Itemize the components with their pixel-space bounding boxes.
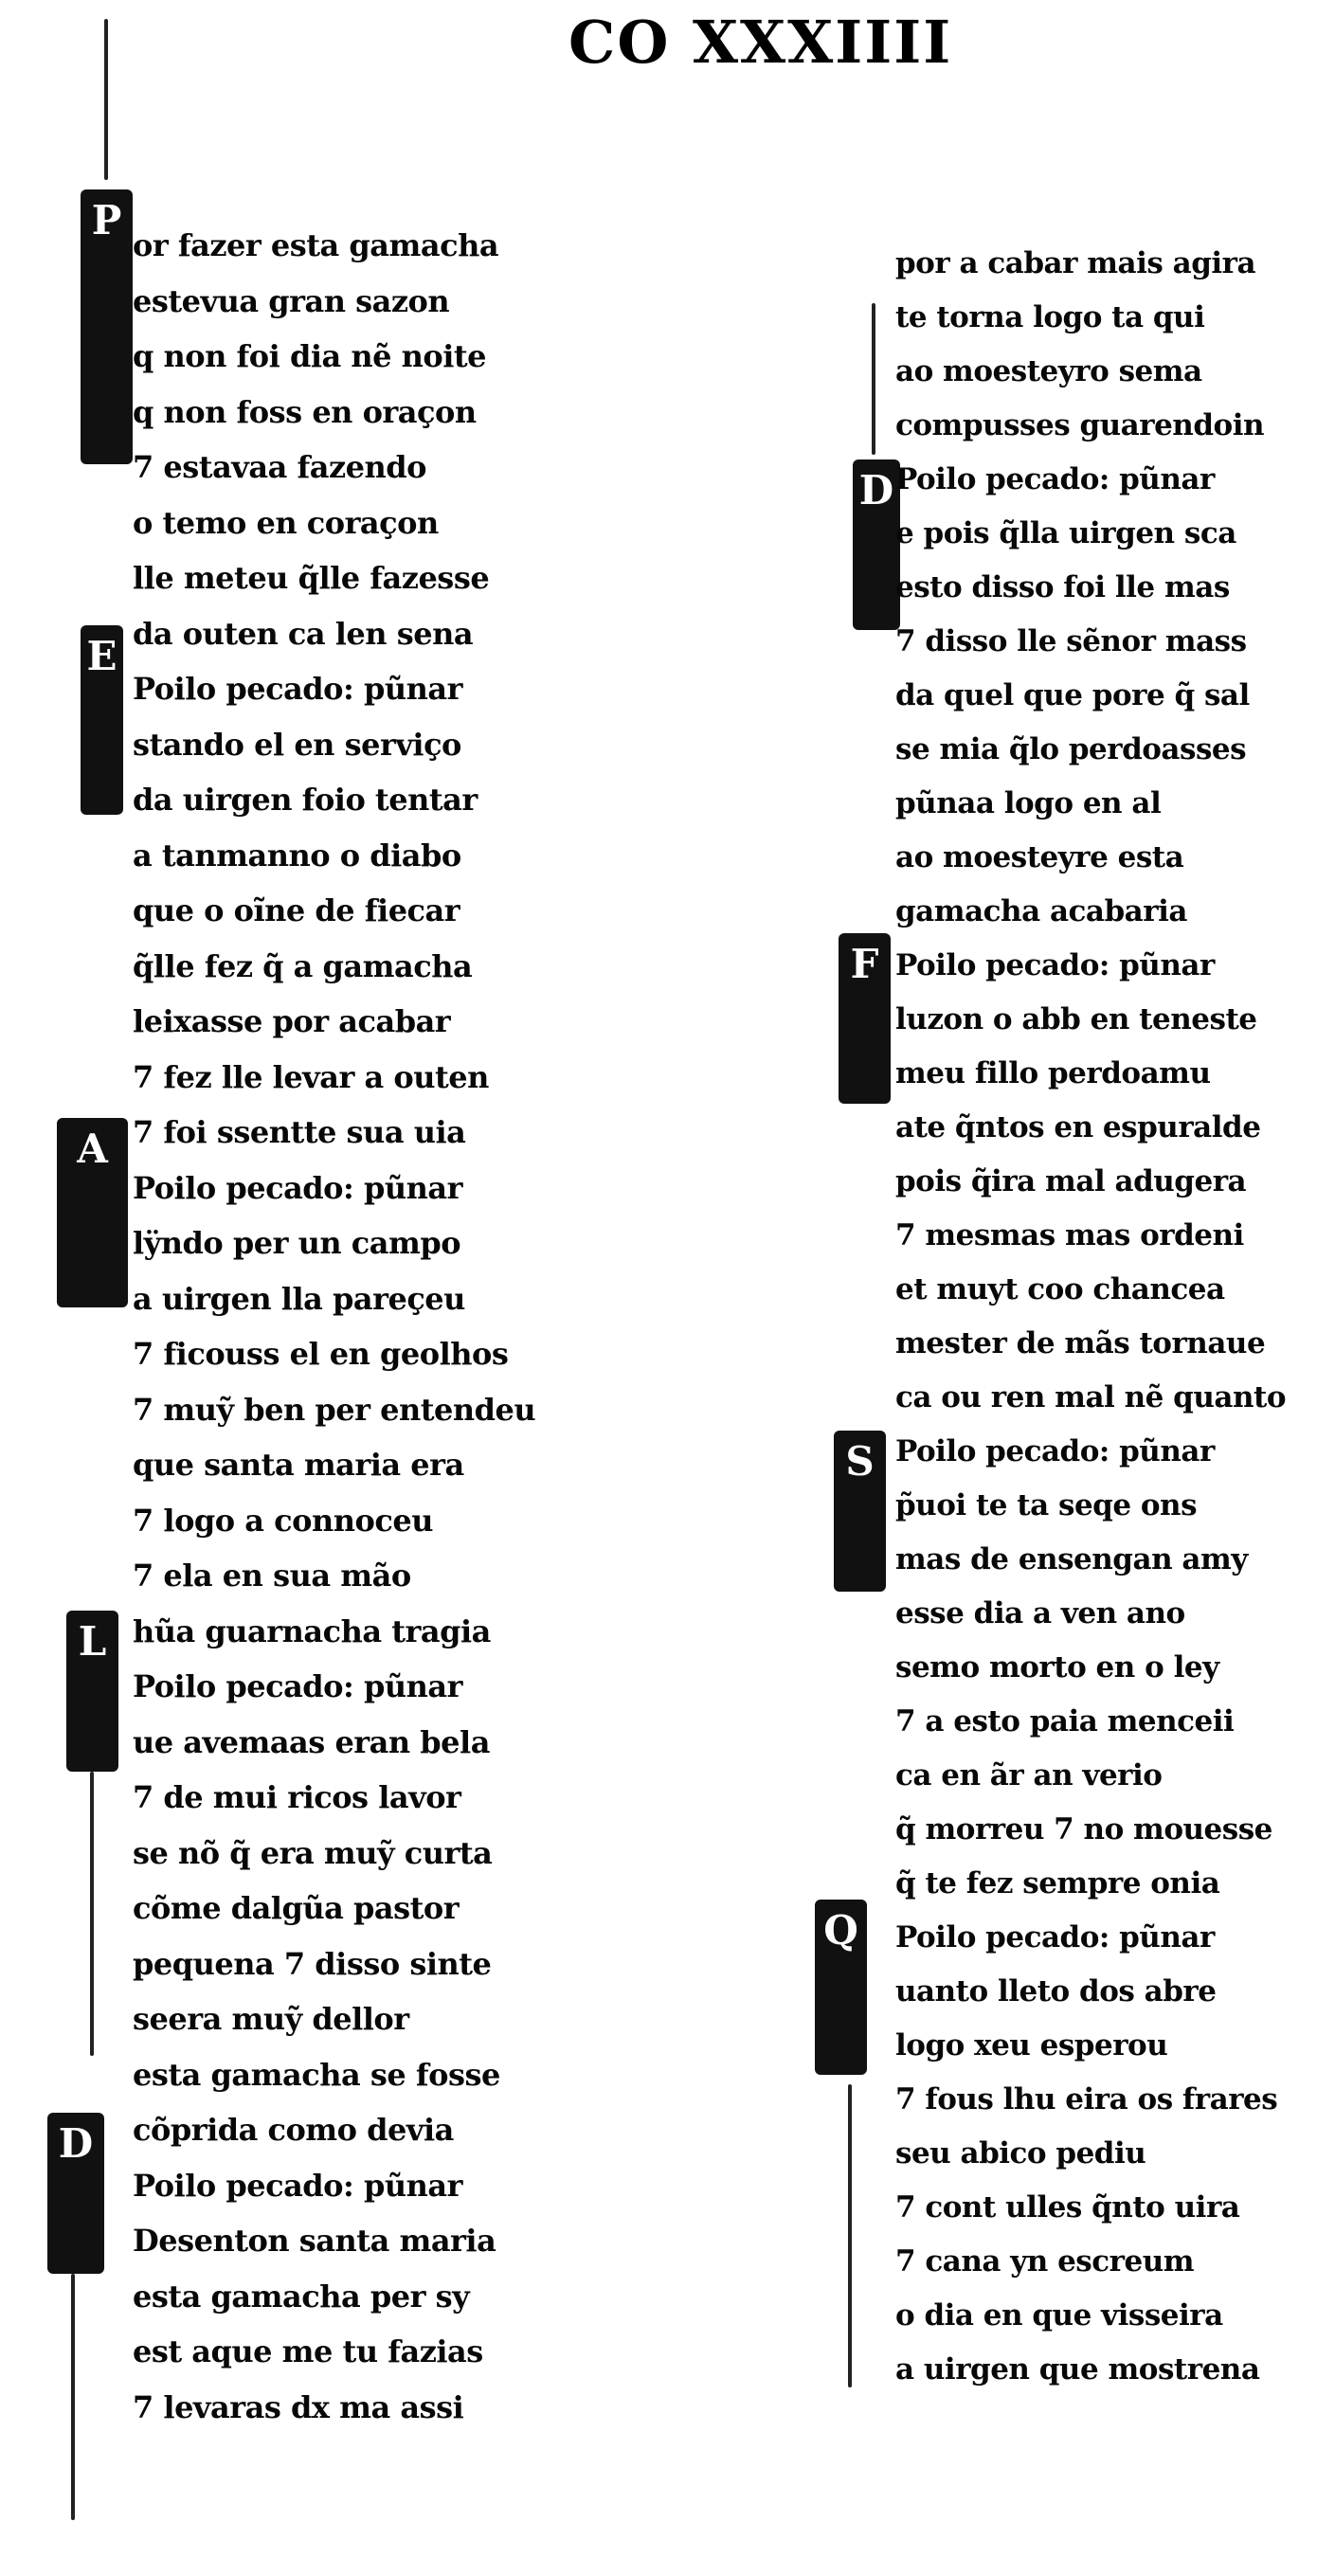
decorated-initial-d-right: D bbox=[853, 459, 900, 630]
text-line: por a cabar mais agira bbox=[895, 246, 1256, 280]
decorated-initial-q: Q bbox=[815, 1900, 867, 2075]
text-line: da uirgen foio tentar bbox=[133, 782, 478, 818]
text-line: uanto lleto dos abre bbox=[895, 1974, 1217, 2009]
decorated-initial-l: L bbox=[66, 1611, 118, 1772]
text-line: 7 de mui ricos lavor bbox=[133, 1779, 461, 1815]
text-line: pequena 7 disso sinte bbox=[133, 1945, 492, 1982]
marginal-flourish bbox=[90, 1772, 94, 2056]
text-line: logo xeu esperou bbox=[895, 2028, 1168, 2063]
text-line: pois q̃ira mal adugera bbox=[895, 1164, 1247, 1198]
text-line: 7 mesmas mas ordeni bbox=[895, 1218, 1244, 1252]
decorated-initial-e: E bbox=[81, 625, 123, 815]
text-line: Poilo pecado: pũnar bbox=[133, 1169, 462, 1206]
text-line: seera muỹ dellor bbox=[133, 2001, 409, 2037]
text-line: esta gamacha se fosse bbox=[133, 2056, 500, 2093]
text-line: mester de mãs tornaue bbox=[895, 1326, 1266, 1360]
decorated-initial-s: S bbox=[834, 1431, 886, 1592]
text-line: da outen ca len sena bbox=[133, 615, 474, 652]
text-line: pũnaa logo en al bbox=[895, 786, 1162, 820]
text-line: esta gamacha per sy bbox=[133, 2278, 470, 2315]
text-line: 7 fez lle levar a outen bbox=[133, 1058, 489, 1095]
text-line: leixasse por acabar bbox=[133, 1003, 451, 1039]
text-line: ue avemaas eran bela bbox=[133, 1723, 490, 1760]
text-line: 7 a esto paia menceii bbox=[895, 1704, 1235, 1738]
marginal-flourish bbox=[872, 303, 875, 455]
text-line: 7 disso lle sẽnor mass bbox=[895, 624, 1247, 658]
text-line: q non foi dia nẽ noite bbox=[133, 338, 487, 374]
marginal-flourish bbox=[71, 2274, 75, 2520]
text-line: Poilo pecado: pũnar bbox=[895, 1434, 1215, 1468]
text-line: Poilo pecado: pũnar bbox=[895, 462, 1215, 496]
right-text-column bbox=[895, 237, 1298, 2397]
text-line: que o oĩne de fiecar bbox=[133, 892, 460, 928]
text-line: meu fillo perdoamu bbox=[895, 1056, 1211, 1090]
text-line: o temo en coraçon bbox=[133, 504, 439, 541]
text-line: te torna logo ta qui bbox=[895, 300, 1205, 334]
text-line: 7 foi ssentte sua uia bbox=[133, 1114, 466, 1150]
text-line: se nõ q̃ era muỹ curta bbox=[133, 1834, 493, 1871]
folio-number: CO XXXIIII bbox=[568, 8, 953, 77]
text-line: 7 logo a connoceu bbox=[133, 1502, 433, 1539]
text-line: 7 muỹ ben per entendeu bbox=[133, 1391, 536, 1428]
text-line: gamacha acabaria bbox=[895, 894, 1187, 928]
text-line: q̃lle fez q̃ a gamacha bbox=[133, 947, 473, 984]
text-line: p̃uoi te ta seqe ons bbox=[895, 1488, 1198, 1522]
text-line: or fazer esta gamacha bbox=[133, 227, 499, 263]
text-line: ca en ãr an verio bbox=[895, 1758, 1163, 1792]
text-line: 7 cont ulles q̃nto uira bbox=[895, 2190, 1240, 2225]
text-line: o dia en que visseira bbox=[895, 2298, 1223, 2333]
text-line: et muyt coo chancea bbox=[895, 1272, 1225, 1306]
text-line: hũa guarnacha tragia bbox=[133, 1612, 491, 1649]
text-line: 7 ficouss el en geolhos bbox=[133, 1336, 509, 1372]
text-line: q̃ morreu 7 no mouesse bbox=[895, 1812, 1272, 1846]
text-line: 7 levaras dx ma assi bbox=[133, 2388, 464, 2425]
text-line: ao moesteyre esta bbox=[895, 840, 1184, 874]
text-line: a uirgen lla pareçeu bbox=[133, 1280, 465, 1317]
marginal-flourish bbox=[848, 2084, 852, 2387]
text-line: Poilo pecado: pũnar bbox=[895, 1920, 1215, 1955]
text-line: esto disso foi lle mas bbox=[895, 570, 1230, 604]
text-line: Desenton santa maria bbox=[133, 2223, 496, 2259]
text-line: ate q̃ntos en espuralde bbox=[895, 1110, 1261, 1144]
text-line: q̃ te fez sempre onia bbox=[895, 1866, 1220, 1900]
marginal-flourish bbox=[104, 19, 108, 180]
text-line: lÿndo per un campo bbox=[133, 1225, 461, 1261]
text-line: estevua gran sazon bbox=[133, 282, 450, 319]
text-line: Poilo pecado: pũnar bbox=[895, 948, 1215, 982]
text-line: est aque me tu fazias bbox=[133, 2333, 483, 2369]
text-line: mas de ensengan amy bbox=[895, 1542, 1248, 1576]
text-line: 7 ela en sua mão bbox=[133, 1558, 411, 1594]
text-line: Poilo pecado: pũnar bbox=[133, 1668, 462, 1704]
text-line: 7 fous lhu eira os frares bbox=[895, 2082, 1278, 2117]
text-line: que santa maria era bbox=[133, 1447, 464, 1483]
text-line: stando el en serviço bbox=[133, 726, 461, 763]
left-text-column bbox=[133, 218, 568, 2435]
text-line: se mia q̃lo perdoasses bbox=[895, 732, 1247, 766]
text-line: lle meteu q̃lle fazesse bbox=[133, 560, 490, 596]
text-line: 7 estavaa fazendo bbox=[133, 449, 427, 485]
text-line: a tanmanno o diabo bbox=[133, 837, 461, 874]
text-line: compusses guarendoin bbox=[895, 408, 1265, 442]
decorated-initial-a: A bbox=[57, 1118, 128, 1307]
text-line: ca ou ren mal nẽ quanto bbox=[895, 1380, 1286, 1414]
text-line: esse dia a ven ano bbox=[895, 1596, 1185, 1630]
decorated-initial-p: P bbox=[81, 189, 133, 464]
text-line: da quel que pore q̃ sal bbox=[895, 678, 1250, 712]
decorated-initial-d: D bbox=[47, 2113, 104, 2274]
text-line: a uirgen que mostrena bbox=[895, 2352, 1260, 2387]
text-line: Poilo pecado: pũnar bbox=[133, 671, 462, 707]
decorated-initial-f: F bbox=[839, 933, 891, 1104]
text-line: semo morto en o ley bbox=[895, 1650, 1219, 1684]
text-line: 7 cana yn escreum bbox=[895, 2244, 1195, 2279]
text-line: luzon o abb en teneste bbox=[895, 1002, 1257, 1036]
text-line: cõprida como devia bbox=[133, 2112, 454, 2148]
text-line: e pois q̃lla uirgen sca bbox=[895, 516, 1236, 550]
text-line: seu abico pediu bbox=[895, 2136, 1146, 2171]
text-line: q non foss en oraçon bbox=[133, 393, 477, 430]
text-line: Poilo pecado: pũnar bbox=[133, 2167, 462, 2204]
text-line: cõme dalgũa pastor bbox=[133, 1890, 460, 1926]
text-line: ao moesteyro sema bbox=[895, 354, 1202, 388]
